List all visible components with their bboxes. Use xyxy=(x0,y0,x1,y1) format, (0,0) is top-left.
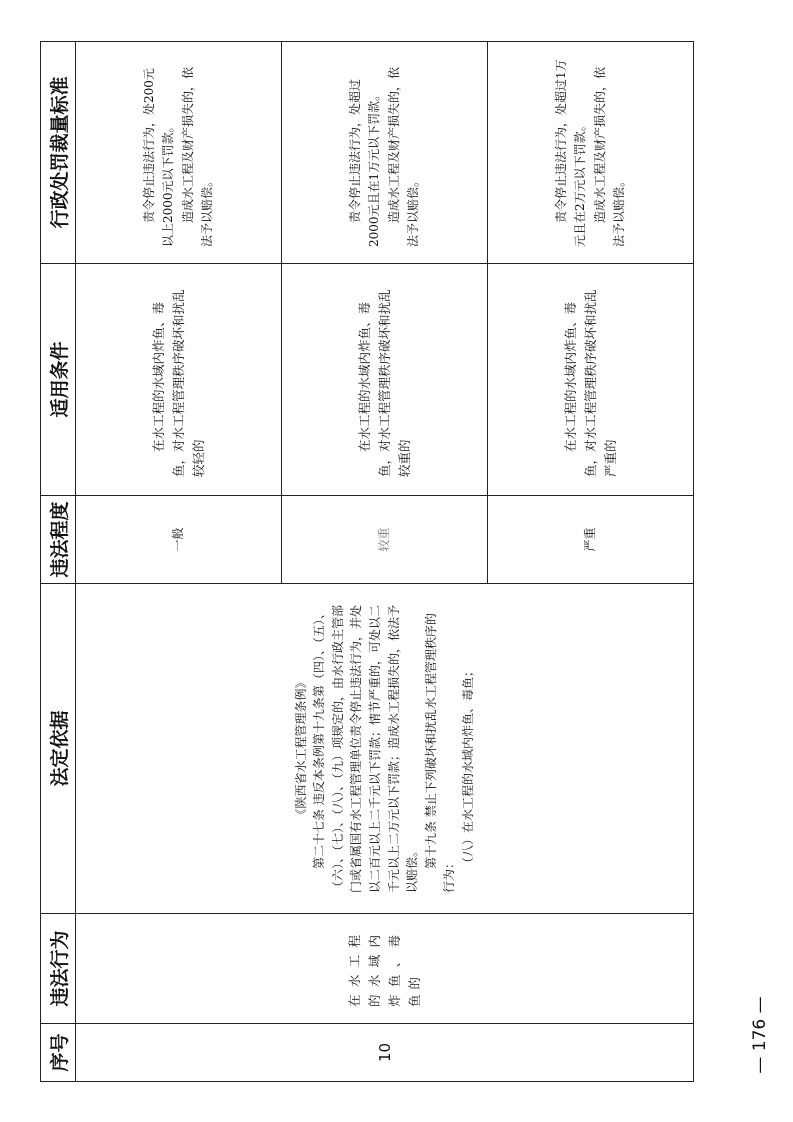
header-row xyxy=(41,42,76,1082)
legal-basis-cell xyxy=(76,584,694,914)
basis-item-8: （八）在水工程的水域内炸鱼、毒鱼； xyxy=(460,664,475,869)
standard-general xyxy=(76,42,282,264)
condition-text: 在水工程的水域内炸鱼、毒鱼，对水工程管理秩序破坏和扰乱较轻的 xyxy=(150,289,206,477)
basis-article-27: 第二十七条 违反本条例第十九条第（四）、（五）、（六）、（七）、（八）、（九）项规定的，由水行政主管部门或省属国有水工程管理单位责令停止违法行为，并处以二百元以上二千元以下罚款；情节严重的，可处以二千元以上二万元以下罚款；造成水工程损失的，依法予以赔偿。 xyxy=(312,604,420,893)
header-basis: 法定依据 xyxy=(41,584,76,914)
header-act: 违法行为 xyxy=(41,914,76,1024)
rotated-page xyxy=(40,42,690,1082)
header-condition: 适用条件 xyxy=(41,264,76,496)
condition-serious xyxy=(282,264,488,496)
table-row xyxy=(76,42,282,1082)
standard-text: 责令停止违法行为，处超过1万元且在2万元以下罚款。 xyxy=(554,59,588,247)
condition-general xyxy=(76,264,282,496)
condition-severe xyxy=(488,264,694,496)
condition-text: 在水工程的水域内炸鱼、毒鱼，对水工程管理秩序破坏和扰乱较重的 xyxy=(356,289,412,477)
page-number-wrap xyxy=(740,975,780,1095)
standard-serious xyxy=(282,42,488,264)
standard-compensation: 造成水工程及财产损失的，依法予以赔偿。 xyxy=(592,66,626,247)
degree-serious: 较重 xyxy=(282,496,488,584)
standard-compensation: 造成水工程及财产损失的，依法予以赔偿。 xyxy=(180,66,214,247)
degree-general: 一般 xyxy=(76,496,282,584)
standard-text: 责令停止违法行为，处200元以上2000元以下罚款。 xyxy=(142,68,176,247)
page-number: — 176 — xyxy=(750,996,770,1074)
basis-article-19: 第十九条 禁止下列破坏和扰乱水工程管理秩序的行为： xyxy=(423,613,457,893)
basis-title: 《陕西省水工程管理条例》 xyxy=(293,676,308,821)
standard-severe xyxy=(488,42,694,264)
condition-text: 在水工程的水域内炸鱼、毒鱼，对水工程管理秩序破坏和扰乱严重的 xyxy=(562,289,618,477)
penalty-table xyxy=(40,41,694,1082)
standard-text: 责令停止违法行为，处超过2000元且在1万元以下罚款。 xyxy=(348,78,382,247)
header-degree: 违法程度 xyxy=(41,496,76,584)
seq-cell: 10 xyxy=(76,1024,694,1082)
standard-compensation: 造成水工程及财产损失的，依法予以赔偿。 xyxy=(386,66,420,247)
violation-cell: 在水工程的水域内炸鱼、毒鱼的 xyxy=(76,914,694,1024)
degree-severe: 严重 xyxy=(488,496,694,584)
header-seq: 序号 xyxy=(41,1024,76,1082)
header-standard: 行政处罚裁量标准 xyxy=(41,42,76,264)
